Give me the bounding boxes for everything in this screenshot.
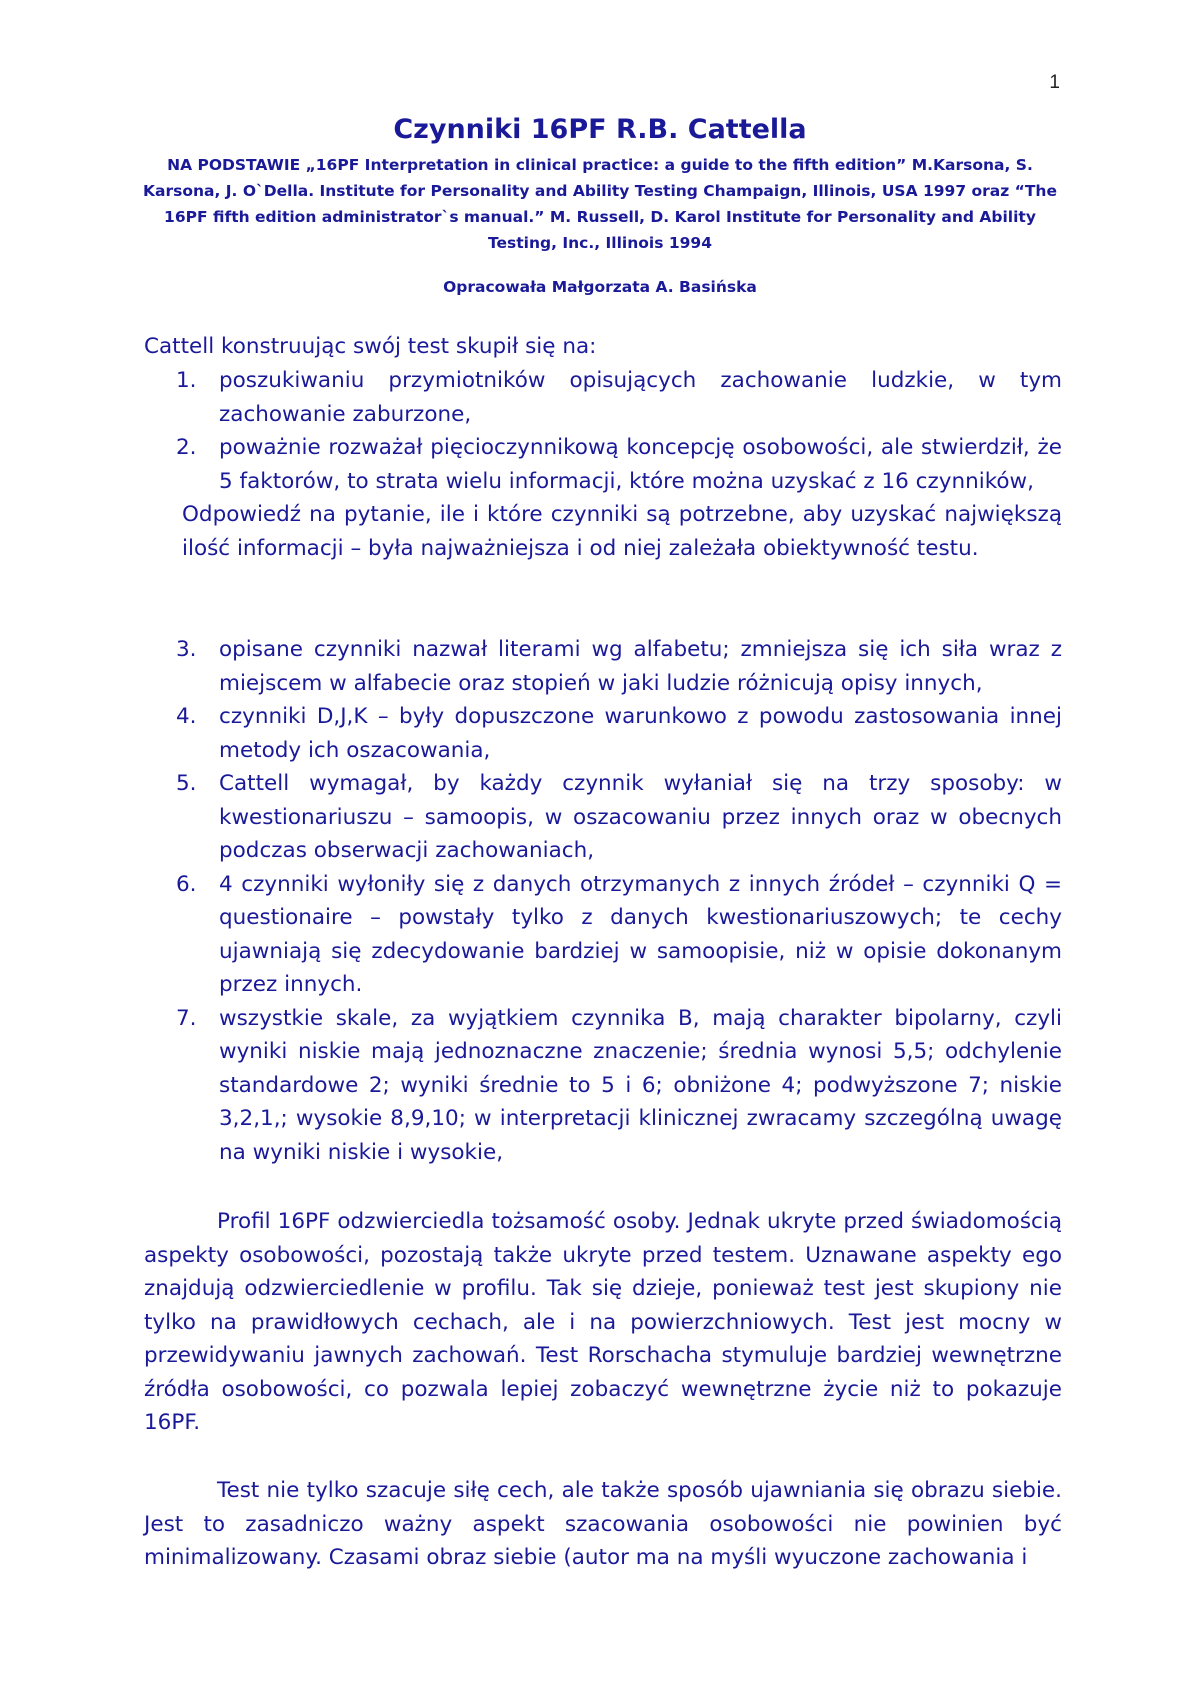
- list-block-2: [144, 633, 1062, 1169]
- list-item-text: 4 czynniki wyłoniły się z danych otrzymanych z innych źródeł – czynniki Q = questionaire – powstały tylko z danych kwestionariuszowych; te cechy ujawniają się zdecydowanie bardziej w samoopisie, niż w opisie dokonanym przez innych.: [219, 871, 1062, 997]
- source-citation: NA PODSTAWIE „16PF Interpretation in clinical practice: a guide to the fifth edition” M.Karsona, S. Karsona, J. O`Della. Institute for Personality and Ability Testing Champaign, Illinois, USA 1997 oraz “The 16PF fifth edition administrator`s manual.” M. Russell, D. Karol Institute for Personality and Ability Testing, Inc., Illinois 1994: [143, 156, 1057, 252]
- page-number: 1: [1049, 72, 1060, 93]
- list-item-text: poszukiwaniu przymiotników opisujących zachowanie ludzkie, w tym zachowanie zaburzone,: [219, 368, 1062, 427]
- list-item-text: Cattell wymagał, by każdy czynnik wyłaniał się na trzy sposoby: w kwestionariuszu – samoopis, w oszacowaniu przez innych oraz w obecnych podczas obserwacji zachowaniach,: [219, 771, 1062, 863]
- list-number: 6.: [176, 871, 197, 897]
- list-item-text: wszystkie skale, za wyjątkiem czynnika B, mają charakter bipolarny, czyli wyniki niskie mają jednoznaczne znaczenie; średnia wynosi 5,5; odchylenie standardowe 2; wyniki średnie to 5 i 6; obniżone 4; podwyższone 7; niskie 3,2,1,; wysokie 8,9,10; w interpretacji klinicznej zwracamy szczególną uwagę na wyniki niskie i wysokie,: [219, 1005, 1062, 1165]
- list-number: 3.: [176, 637, 197, 662]
- list-item: [144, 868, 1062, 1002]
- list-number: 7.: [176, 1005, 197, 1031]
- list-item: [144, 633, 1062, 700]
- list-block-1: [144, 364, 1062, 565]
- list-item: [144, 364, 1062, 431]
- list-item: [144, 431, 1062, 498]
- list-item-text: czynniki D,J,K – były dopuszczone warunkowo z powodu zastosowania innej metody ich oszacowania,: [219, 704, 1062, 763]
- list-number: 1.: [176, 368, 197, 393]
- list-number: 5.: [176, 771, 197, 796]
- list-item: [144, 1002, 1062, 1170]
- document-title: Czynniki 16PF R.B. Cattella: [393, 114, 807, 145]
- list-item: [144, 700, 1062, 767]
- list-item-text: opisane czynniki nazwał literami wg alfabetu; zmniejsza się ich siła wraz z miejscem w alfabecie oraz stopień w jaki ludzie różnicują opisy innych,: [219, 637, 1062, 696]
- list-item: [144, 767, 1062, 868]
- list-item-text: poważnie rozważał pięcioczynnikową koncepcję osobowości, ale stwierdził, że 5 faktorów, to strata wielu informacji, które można uzyskać z 16 czynników,: [219, 435, 1062, 494]
- lead-sentence: Cattell konstruując swój test skupił się na:: [144, 334, 597, 359]
- body-paragraph-1: Profil 16PF odzwierciedla tożsamość osoby. Jednak ukryte przed świadomością aspekty osobowości, pozostają także ukryte przed testem. Uznawane aspekty ego znajdują odzwierciedlenie w profilu. Tak się dzieje, ponieważ test jest skupiony nie tylko na prawidłowych cechach, ale i na powierzchniowych. Test jest mocny w przewidywaniu jawnych zachowań. Test Rorschacha stymuluje bardziej wewnętrzne źródła osobowości, co pozwala lepiej zobaczyć wewnętrzne życie niż to pokazuje 16PF.: [144, 1209, 1062, 1435]
- list-number: 2.: [176, 435, 197, 460]
- author-line: Opracowała Małgorzata A. Basińska: [443, 278, 757, 296]
- body-paragraph-2: Test nie tylko szacuje siłę cech, ale także sposób ujawniania się obrazu siebie. Jest to zasadniczo ważny aspekt szacowania osobowości nie powinien być minimalizowany. Czasami obraz siebie (autor ma na myśli wyuczone zachowania i: [144, 1478, 1062, 1570]
- intermediate-paragraph: Odpowiedź na pytanie, ile i które czynniki są potrzebne, aby uzyskać największą ilość informacji – była najważniejsza i od niej zależała obiektywność testu.: [182, 502, 1062, 561]
- list-number: 4.: [176, 704, 197, 729]
